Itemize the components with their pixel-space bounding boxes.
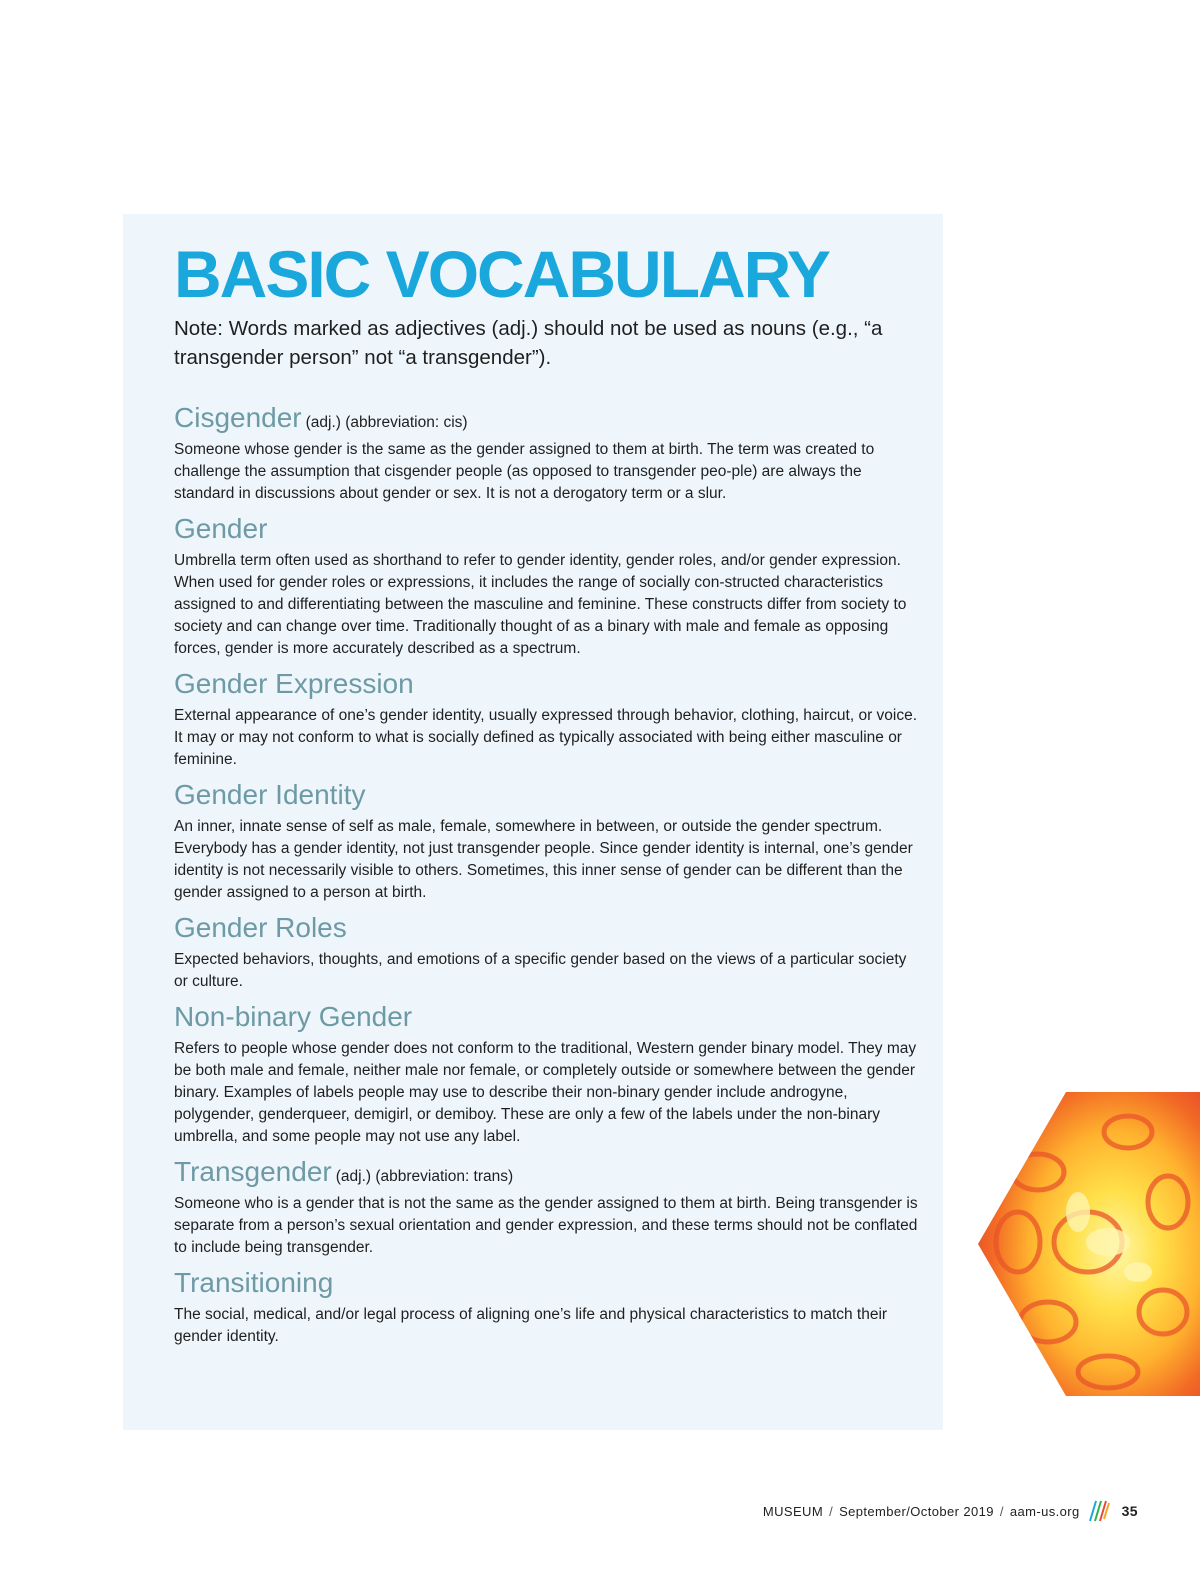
term-heading: Transgender [174, 1156, 332, 1187]
vocab-entry-gender-expression [174, 668, 922, 771]
footer-separator: / [999, 1503, 1004, 1519]
website-link[interactable]: aam-us.org [1009, 1503, 1080, 1519]
term-heading: Non-binary Gender [174, 1001, 413, 1032]
term-heading: Gender Expression [174, 668, 414, 699]
vocabulary-panel [123, 214, 943, 1430]
term-definition: Someone who is a gender that is not the same as the gender assigned to them at birth. Being transgender is separate from a person’s sexual orientation and gender expression, and these terms should not be conflated to include being transgender. [174, 1195, 918, 1256]
term-definition: An inner, innate sense of self as male, female, somewhere in between, or outside the gender spectrum. Everybody has a gender identity, not just transgender people. Since gender identity is internal, one’s gender identity is not necessarily visible to others. Sometimes, this inner sense of gender can be different than the gender assigned to a person at birth. [174, 818, 913, 901]
vocab-entry-gender-identity [174, 779, 922, 904]
vocab-entry-gender-roles [174, 912, 922, 993]
vocab-entry-gender [174, 513, 922, 660]
term-definition: The social, medical, and/or legal process of aligning one’s life and physical characteristics to match their gender identity. [174, 1306, 888, 1345]
vocab-entry-transitioning [174, 1267, 922, 1348]
vocabulary-list [174, 402, 922, 1348]
footer-separator: / [829, 1503, 834, 1519]
term-heading: Gender [174, 513, 268, 544]
issue-date: September/October 2019 [839, 1503, 994, 1519]
vocab-entry-non-binary-gender [174, 1001, 922, 1148]
term-heading: Transitioning [174, 1267, 334, 1298]
term-heading: Cisgender [174, 402, 302, 433]
vocab-entry-transgender [174, 1156, 922, 1259]
term-definition: Expected behaviors, thoughts, and emotions of a specific gender based on the views of a particular society or culture. [174, 951, 907, 990]
term-abbreviation: (adj.) (abbreviation: trans) [335, 1168, 514, 1185]
term-definition: Umbrella term often used as shorthand to refer to gender identity, gender roles, and/or gender expression. When used for gender roles or expressions, it includes the range of socially con-structed characteristics assigned to and differentiating between the masculine and feminine. These constructs differ from society to society and can change over time. Traditionally thought of as a binary with male and female as opposing forces, gender is more accurately described as a spectrum. [174, 552, 907, 657]
page-footer [763, 1500, 1138, 1522]
term-definition: External appearance of one’s gender identity, usually expressed through behavior, clothing, haircut, or voice. It may or may not conform to what is socially defined as typically associated with being either masculine or feminine. [174, 707, 918, 768]
page-number: 35 [1121, 1503, 1138, 1519]
term-definition: Someone whose gender is the same as the gender assigned to them at birth. The term was created to challenge the assumption that cisgender people (as opposed to transgender peo-ple) are always the standard in discussions about gender or sex. It is not a derogatory term or a slur. [174, 441, 875, 502]
usage-note: Note: Words marked as adjectives (adj.) should not be used as nouns (e.g., “a transgender person” not “a transgender”). [174, 317, 883, 369]
term-abbreviation: (adj.) (abbreviation: cis) [305, 414, 468, 431]
term-heading: Gender Roles [174, 912, 347, 943]
term-definition: Refers to people whose gender does not conform to the traditional, Western gender binary model. They may be both male and female, neither male nor female, or completely outside or somewhere between the gender binary. Examples of labels people may use to describe their non-binary gender include androgyne, polygender, genderqueer, demigirl, or demiboy. These are only a few of the labels under the non-binary umbrella, and some people may not use any label. [174, 1040, 917, 1145]
page-title: BASIC VOCABULARY [174, 237, 829, 311]
flower-hexagon-image [978, 1092, 1200, 1396]
term-heading: Gender Identity [174, 779, 366, 810]
aam-logo-icon [1088, 1497, 1110, 1526]
vocab-entry-cisgender [174, 402, 922, 505]
magazine-name: MUSEUM [762, 1503, 824, 1519]
